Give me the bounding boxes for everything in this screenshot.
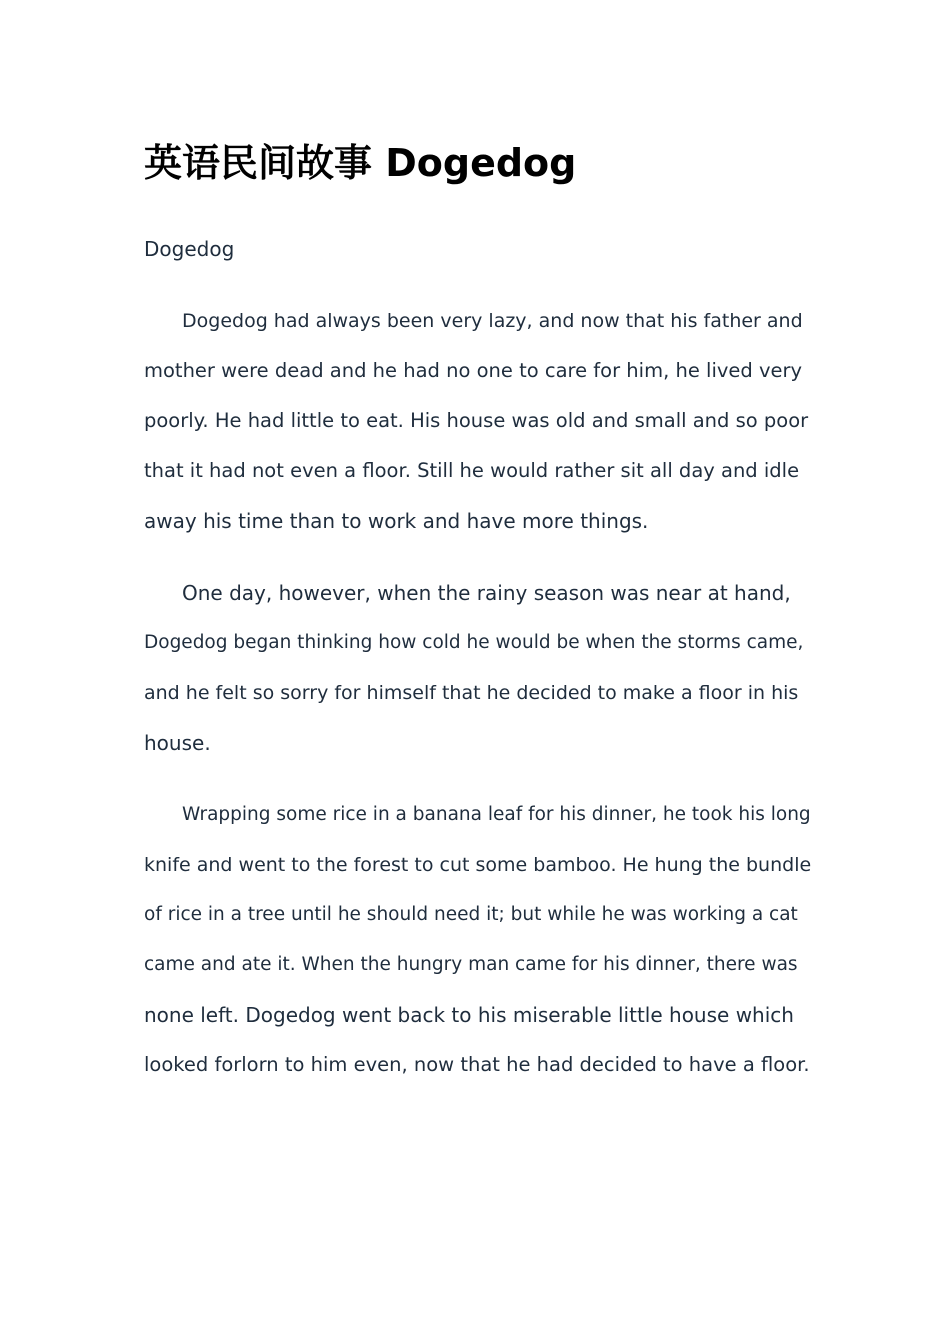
paragraph-line: none left. Dogedog went back to his miserable little house which (144, 1003, 794, 1027)
paragraph-line: looked forlorn to him even, now that he had decided to have a floor. (144, 1053, 810, 1076)
document-page (144, 132, 812, 1090)
paragraph-line: that it had not even a floor. Still he would rather sit all day and idle (144, 459, 800, 482)
paragraph-1 (144, 296, 812, 546)
paragraph-line: Dogedog began thinking how cold he would be when the storms came, (144, 632, 804, 653)
paragraph-line: house. (144, 731, 211, 755)
paragraph-line: poorly. He had little to eat. His house was old and small and so poor (144, 409, 809, 432)
paragraph-line: and he felt so sorry for himself that he decided to make a floor in his (144, 682, 799, 704)
paragraph-line: mother were dead and he had no one to care for him, he lived very (144, 359, 803, 382)
paragraph-line: One day, however, when the rainy season was near at hand, (182, 581, 791, 605)
paragraph-line: came and ate it. When the hungry man came for his dinner, there was (144, 954, 798, 975)
paragraph-3 (144, 790, 812, 1090)
paragraph-line: knife and went to the forest to cut some bamboo. He hung the bundle (144, 854, 812, 876)
paragraph-line: Wrapping some rice in a banana leaf for his dinner, he took his long (182, 804, 811, 825)
document-subtitle: Dogedog (144, 237, 235, 261)
paragraph-line: of rice in a tree until he should need it; but while he was working a cat (144, 904, 798, 925)
paragraph-2 (144, 568, 812, 768)
paragraph-line: away his time than to work and have more things. (144, 509, 649, 533)
paragraph-line: Dogedog had always been very lazy, and now that his father and (182, 310, 803, 332)
document-title: 英语民间故事 Dogedog (144, 141, 577, 185)
